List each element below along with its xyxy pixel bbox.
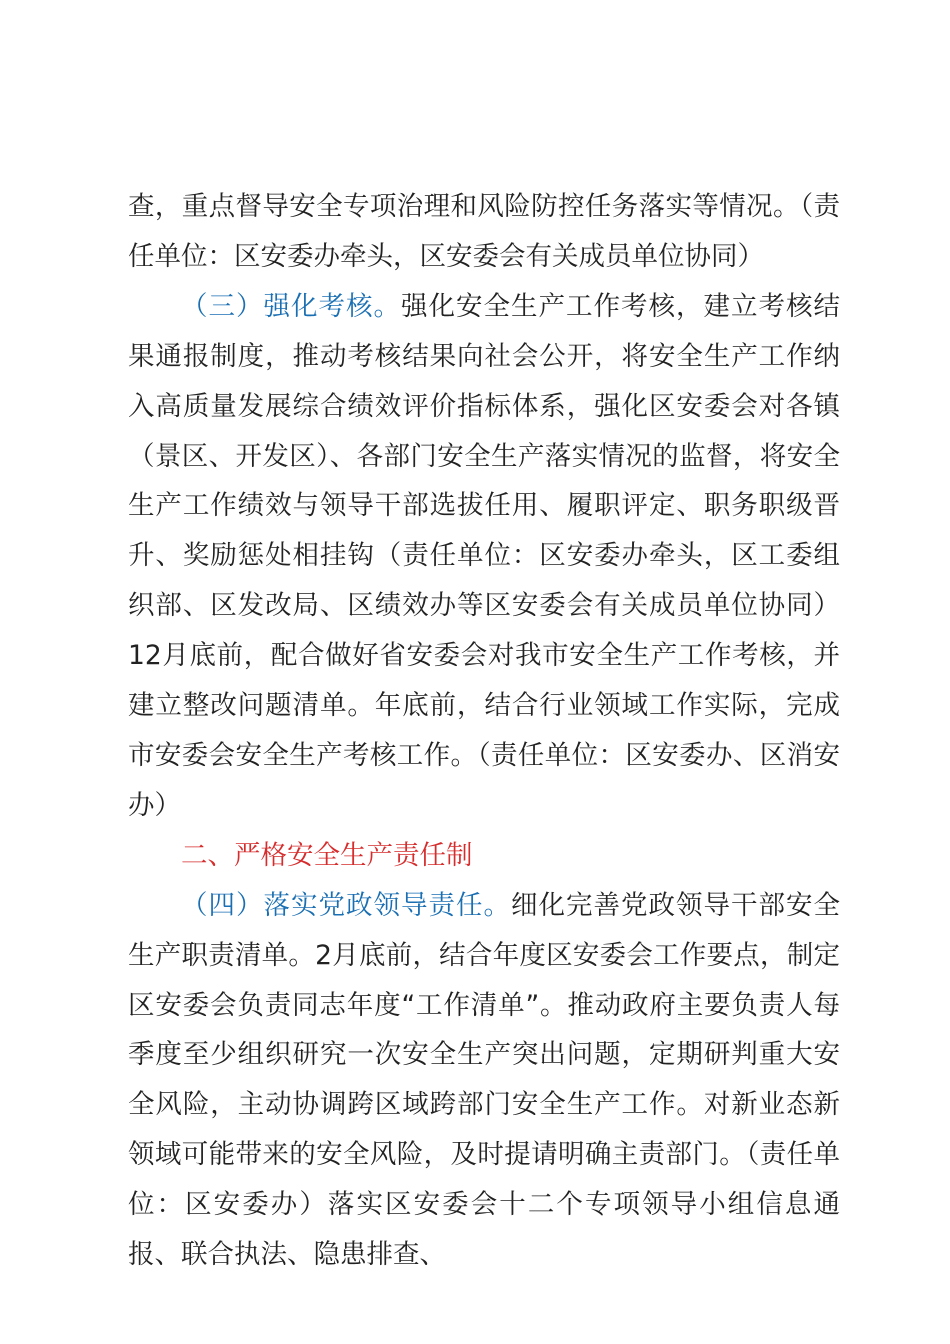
paragraph-continuation [128, 182, 840, 282]
subsection-heading-three: （三）强化考核。 [181, 290, 401, 322]
paragraph-party-leadership [128, 881, 840, 1280]
paragraph-text: 强化安全生产工作考核，建立考核结果通报制度，推动考核结果向社会公开，将安全生产工作纳入高质量发展综合绩效评价指标体系，强化区安委会对各镇（景区、开发区）、各部门安全生产落实情况的监督，将安全生产工作绩效与领导干部选拔任用、履职评定、职务职级晋升、奖励惩处相挂钩（责任单位：区安委办牵头，区工委组织部、区发改局、区绩效办等区安委会有关成员单位协同）12月底前，配合做好省安委会对我市安全生产工作考核，并建立整改问题清单。年底前，结合行业领域工作实际，完成市安委会安全生产考核工作。（责任单位：区安委办、区消安办） [128, 290, 840, 821]
paragraph-strengthen-assessment [128, 282, 840, 831]
section-heading-text: 二、严格安全生产责任制 [181, 839, 473, 871]
section-heading-two [128, 831, 840, 881]
document-body [128, 182, 840, 1280]
paragraph-text: 查，重点督导安全专项治理和风险防控任务落实等情况。（责任单位：区安委办牵头，区安委会有关成员单位协同） [128, 191, 840, 272]
subsection-heading-four: （四）落实党政领导责任。 [181, 889, 511, 921]
paragraph-text: 细化完善党政领导干部安全生产职责清单。2月底前，结合年度区安委会工作要点，制定区安委会负责同志年度“工作清单”。推动政府主要负责人每季度至少组织研究一次安全生产突出问题，定期研判重大安全风险，主动协调跨区域跨部门安全生产工作。对新业态新领域可能带来的安全风险，及时提请明确主责部门。（责任单位：区安委办）落实区安委会十二个专项领导小组信息通报、联合执法、隐患排查、 [128, 889, 840, 1271]
